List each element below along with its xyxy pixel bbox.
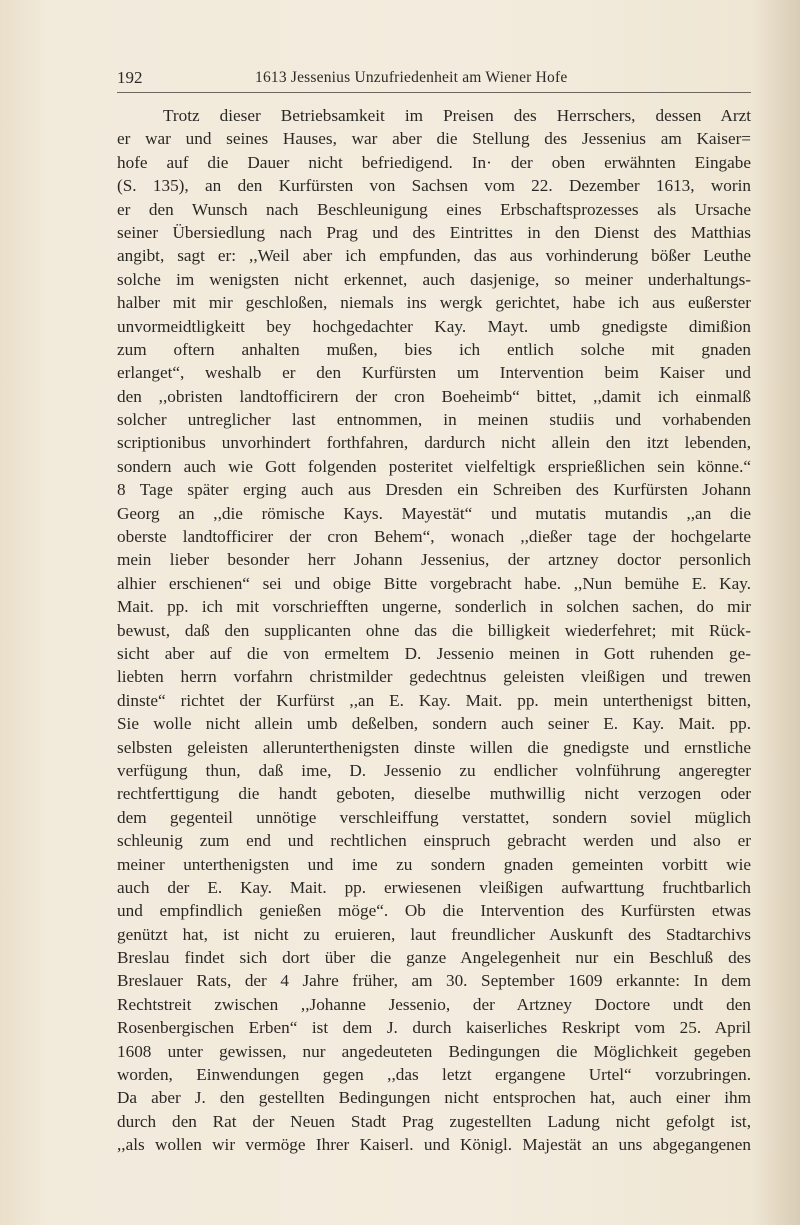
text-line: schleunig zum end und rechtlichen einspruch gebracht werden und also er	[117, 831, 751, 851]
text-line: (S. 135), an den Kurfürsten von Sachsen vom 22. Dezember 1613, worin	[117, 176, 751, 196]
text-line: Rechtstreit zwischen ,,Johanne Jessenio, der Artzney Doctore undt den	[117, 994, 751, 1014]
text-line: sondern auch wie Gott folgenden posteritet vielfeltigk ersprießlichen sein könne.“	[117, 456, 751, 476]
text-line: bewust, daß den supplicanten ohne das die billigkeit wiederfehret; mit Rück-	[117, 620, 751, 640]
text-line: seiner Übersiedlung nach Prag und des Eintrittes in den Dienst des Matthias	[117, 222, 751, 242]
text-line: Rosenbergischen Erben“ ist dem J. durch kaiserliches Reskript vom 25. April	[117, 1018, 751, 1038]
text-line: er den Wunsch nach Beschleunigung eines Erbschaftsprozesses als Ursache	[117, 199, 751, 219]
text-line: ,,als wollen wir vermöge Ihrer Kaiserl. und Königl. Majestät an uns abgegangenen	[117, 1135, 751, 1155]
text-line: und empfindlich genießen möge“. Ob die Intervention des Kurfürsten etwas	[117, 901, 751, 921]
text-line: solcher untreglicher last entnommen, in meinen studiis und vorhabenden	[117, 410, 751, 430]
text-line: Sie wolle nicht allein umb deßelben, sondern auch seiner E. Kay. Mait. pp.	[117, 714, 751, 734]
text-line: liebten herrn vorfahrn christmilder gedechtnus geleisten vleißigen und trewen	[117, 667, 751, 687]
text-line: zum oftern anhalten mußen, bies ich entlich solche mit gnaden	[117, 339, 751, 359]
text-line: solche im wenigsten nicht erkennet, auch dasjenige, so meiner underhaltungs-	[117, 269, 751, 289]
text-line: den ,,obristen landtofficirern der cron Boeheimb“ bittet, ,,damit ich einmalß	[117, 386, 751, 406]
text-line: rechtferttigung die handt geboten, dieselbe muthwillig nicht verzogen oder	[117, 784, 751, 804]
body-text	[117, 104, 751, 1157]
text-line: dem gegenteil unnötige verschleiffung verstattet, sondern soviel müglich	[117, 807, 751, 827]
text-line: er war und seines Hauses, war aber die Stellung des Jessenius am Kaiser=	[117, 129, 751, 149]
text-line: Mait. pp. ich mit vorschriefften ungerne, sonderlich in solchen sachen, do mir	[117, 597, 751, 617]
text-line: genützt hat, ist nicht zu eruieren, laut freundlicher Auskunft des Stadtarchivs	[117, 924, 751, 944]
text-line: scriptionibus unvorhindert forthfahren, dardurch nicht allein den itzt lebenden,	[117, 433, 751, 453]
text-line: auch der E. Kay. Mait. pp. erwiesenen vleißigen aufwarttung fruchtbarlich	[117, 877, 751, 897]
text-line: hofe auf die Dauer nicht befriedigend. In· der oben erwähnten Eingabe	[117, 152, 751, 172]
text-line: angibt, sagt er: ,,Weil aber ich empfunden, das aus vorhinderung bößer Leuthe	[117, 246, 751, 266]
text-line: Breslau findet sich dort über die ganze Angelegenheit nur ein Beschluß des	[117, 948, 751, 968]
running-head: 1613 Jessenius Unzufriedenheit am Wiener Hofe	[255, 69, 568, 86]
text-line: unvormeidtligkeitt bey hochgedachter Kay. Mayt. umb gnedigste dimißion	[117, 316, 751, 336]
text-line: Breslauer Rats, der 4 Jahre früher, am 30. September 1609 erkannte: In dem	[117, 971, 751, 991]
text-line: verfügung thun, daß ime, D. Jessenio zu endlicher volnführung angeregter	[117, 760, 751, 780]
text-line: erlanget“, weshalb er den Kurfürsten um Intervention beim Kaiser und	[117, 363, 751, 383]
text-line: selbsten geleisten allerunterthenigsten dinste willen die gnedigste und ernstliche	[117, 737, 751, 757]
text-line: Da aber J. den gestellten Bedingungen nicht entsprochen hat, auch einer ihm	[117, 1088, 751, 1108]
page-header	[117, 68, 751, 90]
text-line: Trotz dieser Betriebsamkeit im Preisen des Herrschers, dessen Arzt	[163, 106, 751, 125]
text-line: durch den Rat der Neuen Stadt Prag zugestellten Ladung nicht gefolgt ist,	[117, 1111, 751, 1131]
text-line: dinste“ richtet der Kurfürst ,,an E. Kay. Mait. pp. mein unterthenigst bitten,	[117, 690, 751, 710]
text-line: oberste landtofficirer der cron Behem“, wonach ,,dießer tage der hochgelarte	[117, 527, 751, 547]
header-rule	[117, 92, 751, 93]
text-line: alhier erschienen“ sei und obige Bitte vorgebracht habe. ,,Nun bemühe E. Kay.	[117, 573, 751, 593]
text-line: sicht aber auf die von ermeltem D. Jessenio meinen in Gott ruhenden ge-	[117, 643, 751, 663]
text-line: halber mit mir geschloßen, niemals ins wergk gerichtet, habe ich aus eußerster	[117, 293, 751, 313]
text-line: meiner unterthenigsten und ime zu sondern gnaden gemeinten vorbitt wie	[117, 854, 751, 874]
page-number: 192	[117, 68, 143, 87]
text-line: worden, Einwendungen gegen ,,das letzt ergangene Urtel“ vorzubringen.	[117, 1065, 751, 1085]
text-line: 8 Tage später erging auch aus Dresden ein Schreiben des Kurfürsten Johann	[117, 480, 751, 500]
text-line: Georg an ,,die römische Kays. Mayestät“ und mutatis mutandis ,,an die	[117, 503, 751, 523]
text-line: mein lieber besonder herr Johann Jessenius, der artzney doctor personlich	[117, 550, 751, 570]
text-line: 1608 unter gewissen, nur angedeuteten Bedingungen die Möglichkeit gegeben	[117, 1041, 751, 1061]
